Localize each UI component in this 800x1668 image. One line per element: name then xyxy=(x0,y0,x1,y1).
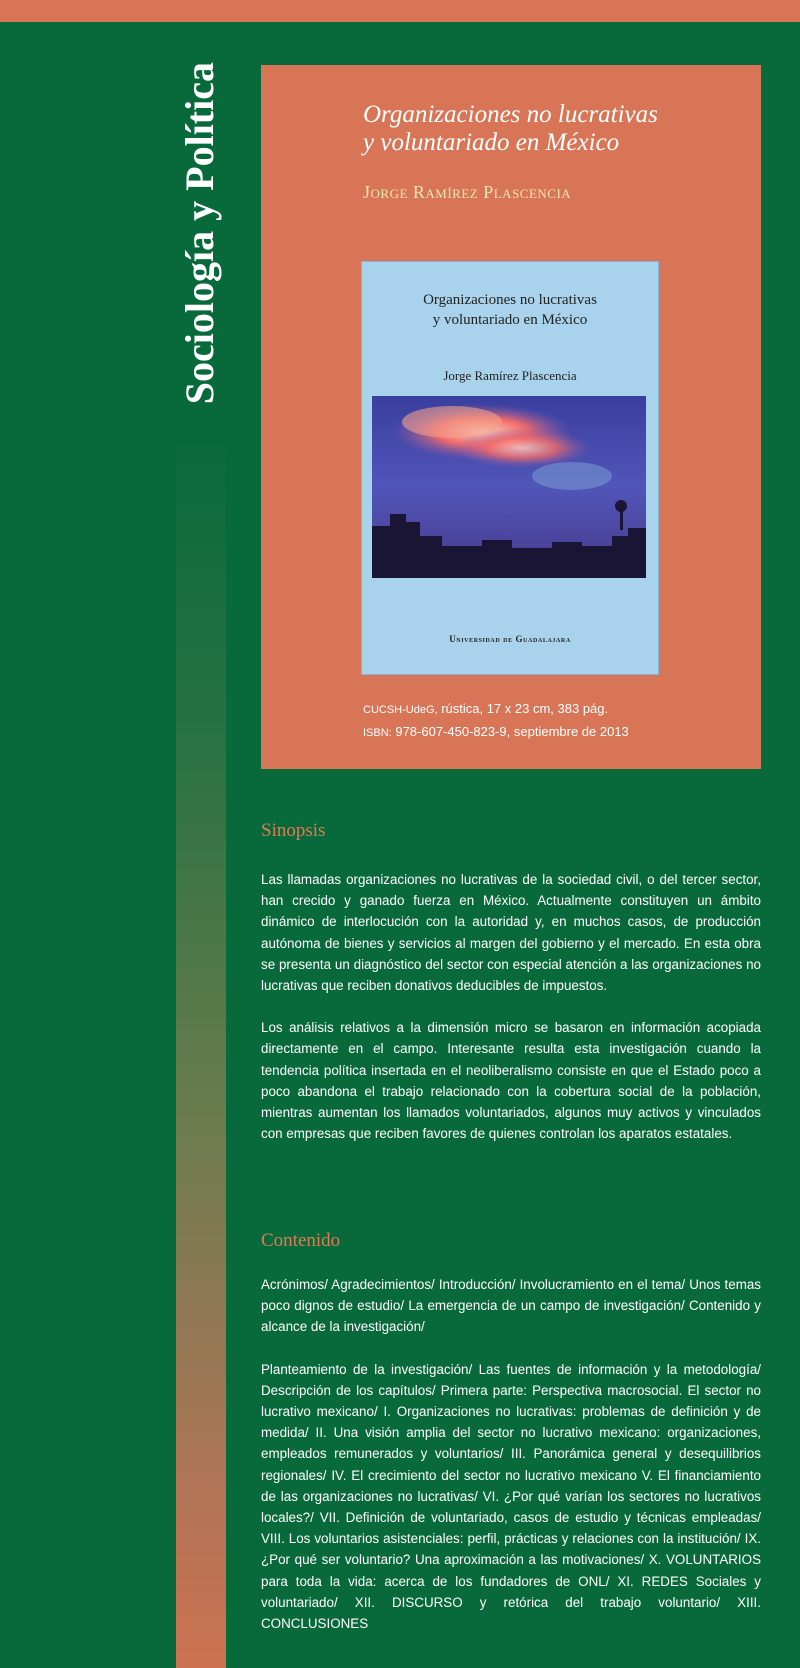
isbn-details: 978-607-450-823-9, septiembre de 2013 xyxy=(391,724,629,739)
cover-title-line-1: Organizaciones no lucrativas xyxy=(423,292,597,308)
book-title-line-1: Organizaciones no lucrativas xyxy=(363,101,658,128)
sinopsis-paragraph-1: Las llamadas organizaciones no lucrativas de la sociedad civil, o del tercer sector, han crecido y ganado fuerza en México. Actualmente constituyen un ámbito dinámico de interlocución con la autoridad y, en muchos casos, de producción autónoma de bienes y servicios al margen del gobierno y el mercado. En esta obra se presenta un diagnóstico del sector con especial atención a las organizaciones no lucrativas que reciben donativos deducibles de impuestos. xyxy=(261,872,761,994)
cover-title xyxy=(362,290,658,330)
format-details: rústica, 17 x 23 cm, 383 pág. xyxy=(437,701,609,716)
cover-painting xyxy=(372,396,646,578)
book-cover-image xyxy=(361,261,659,675)
top-bar xyxy=(0,0,800,22)
book-meta-line-1 xyxy=(363,698,629,721)
contenido-paragraph-1: Acrónimos/ Agradecimientos/ Introducción/ Involucramiento en el tema/ Unos temas poco dignos de estudio/ La emergencia de un campo de investigación/ Contenido y alcance de la investigación/ xyxy=(261,1277,761,1335)
book-meta-line-2 xyxy=(363,721,629,744)
series-title xyxy=(175,62,225,432)
publisher-code: CUCSH-UdeG, xyxy=(363,704,438,716)
book-author: Jorge Ramírez Plascencia xyxy=(363,182,572,202)
series-title-text: Sociología y Política xyxy=(177,62,222,405)
contenido-paragraph-2: Planteamiento de la investigación/ Las fuentes de información y la metodología/ Descripción de los capítulos/ Primera parte: Perspectiva macrosocial. El sector no lucrativo mexicano/ I. Organizaciones no lucrativas: problemas de definición y de medida/ II. Una visión amplia del sector no lucrativo mexicano: organizaciones, empleados remunerados y voluntarios/ III. Panorámica general y desequilibrios regionales/ IV. El crecimiento del sector no lucrativo mexicano V. El financiamiento de las organizaciones no lucrativas/ VI. ¿Por qué varían los sectores no lucrativos locales?/ VII. Definición de voluntariado, casos de estudio y técnicas empleadas/ VIII. Los voluntarios asistenciales: perfil, prácticas y relaciones con la institución/ IX. ¿Por qué ser voluntario? Una aproximación a las motivaciones/ X. VOLUNTARIOS para toda la vida: acerca de los fundadores de ONL/ XI. REDES Sociales y voluntariado/ XII. DISCURSO y retórica del trabajo voluntario/ XIII. CONCLUSIONES xyxy=(261,1361,761,1632)
cover-title-line-2: y voluntariado en México xyxy=(432,312,588,328)
contenido-body xyxy=(261,1274,761,1655)
side-gradient-strip xyxy=(176,440,226,1668)
sinopsis-paragraph-2: Los análisis relativos a la dimensión micro se basaron en información acopiada directamente en el campo. Interesante resulta esta investigación cuando la tendencia política insertada en el neoliberalismo consiste en que el Estado poco a poco abandona el trabajo relacionado con la cobertura social de la población, mientras aumentan los llamados voluntariados, algunos muy activos y vinculados con empresas que reciben favores de quienes controlan los aparatos estatales. xyxy=(261,1020,761,1142)
sinopsis-heading: Sinopsis xyxy=(261,820,326,841)
contenido-heading: Contenido xyxy=(261,1230,341,1251)
cover-author: Jorge Ramírez Plascencia xyxy=(443,368,577,383)
book-meta xyxy=(363,698,629,744)
isbn-label: ISBN: xyxy=(363,727,392,739)
book-title xyxy=(363,101,743,157)
sinopsis-body xyxy=(261,869,761,1165)
book-title-line-2: y voluntariado en México xyxy=(363,129,620,156)
cover-publisher: Universidad de Guadalajara xyxy=(449,634,571,644)
book-panel xyxy=(261,65,761,769)
